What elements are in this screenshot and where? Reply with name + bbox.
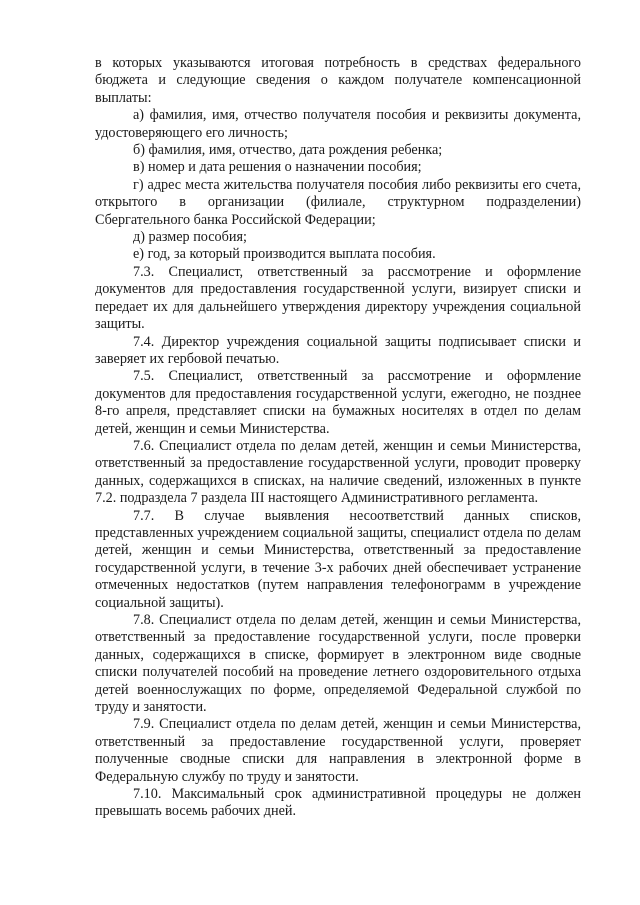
paragraph-item-b: б) фамилия, имя, отчество, дата рождения ребенка; [133,142,443,159]
paragraph-7-3: 7.3. Специалист, ответственный за рассмотрение и оформление документов для предоставления государственной услуги, визирует списки и передает их для дальнейшего утверждения директору учреждения социальной защиты. [95,263,581,333]
document-body [95,55,581,821]
paragraph-item-v: в) номер и дата решения о назначении пособия; [133,159,422,176]
paragraph-7-5: 7.5. Специалист, ответственный за рассмотрение и оформление документов для предоставления государственной услуги, ежегодно, не позднее 8-го апреля, представляет списки на бумажных носителях в отдел по делам детей, женщин и семьи Министерства. [95,368,581,437]
paragraph-7-6: 7.6. Специалист отдела по делам детей, женщин и семьи Министерства, ответственный за предоставление государственной услуги, проводит проверку данных, содержащихся в списках, на наличие сведений, изложенных в пункте 7.2. подраздела 7 раздела III настоящего Административного регламента. [95,437,581,507]
paragraph-7-8: 7.8. Специалист отдела по делам детей, женщин и семьи Министерства, ответственный за предоставление государственной услуги, после проверки данных, содержащихся в списке, формирует в электронном виде сводные списки получателей пособий на проведение летнего оздоровительного отдыха детей военнослужащих по форме, определяемой Федеральной службой по труду и занятости. [95,612,581,716]
paragraph-intro: в которых указываются итоговая потребность в средствах федерального бюджета и следующие сведения о каждом получателе компенсационной выплаты: [95,55,581,106]
paragraph-item-a: а) фамилия, имя, отчество получателя пособия и реквизиты документа, удостоверяющего его личность; [95,107,581,141]
paragraph-item-g: г) адрес места жительства получателя пособия либо реквизиты его счета, открытого в организации (филиале, структурном подразделении) Сбергательного банка Российской Федерации; [95,176,581,228]
paragraph-item-d: д) размер пособия; [133,229,247,246]
paragraph-7-10: 7.10. Максимальный срок административной процедуры не должен превышать восемь рабочих дней. [95,786,581,820]
paragraph-7-9: 7.9. Специалист отдела по делам детей, женщин и семьи Министерства, ответственный за предоставление государственной услуги, проверяет полученные сводные списки для направления в электронной форме в Федеральную службу по труду и занятости. [95,716,581,785]
paragraph-item-e: е) год, за который производится выплата пособия. [133,246,436,263]
paragraph-7-4: 7.4. Директор учреждения социальной защиты подписывает списки и заверяет их гербовой печатью. [95,333,581,367]
paragraph-7-7: 7.7. В случае выявления несоответствий данных списков, представленных учреждением социальной защиты, специалист отдела по делам детей, женщин и семьи Министерства, ответственный за предоставление государственной услуги, в течение 3-х рабочих дней обеспечивает устранение отмеченных недостатков (путем направления телефонограмм в учреждение социальной защиты). [95,507,581,611]
